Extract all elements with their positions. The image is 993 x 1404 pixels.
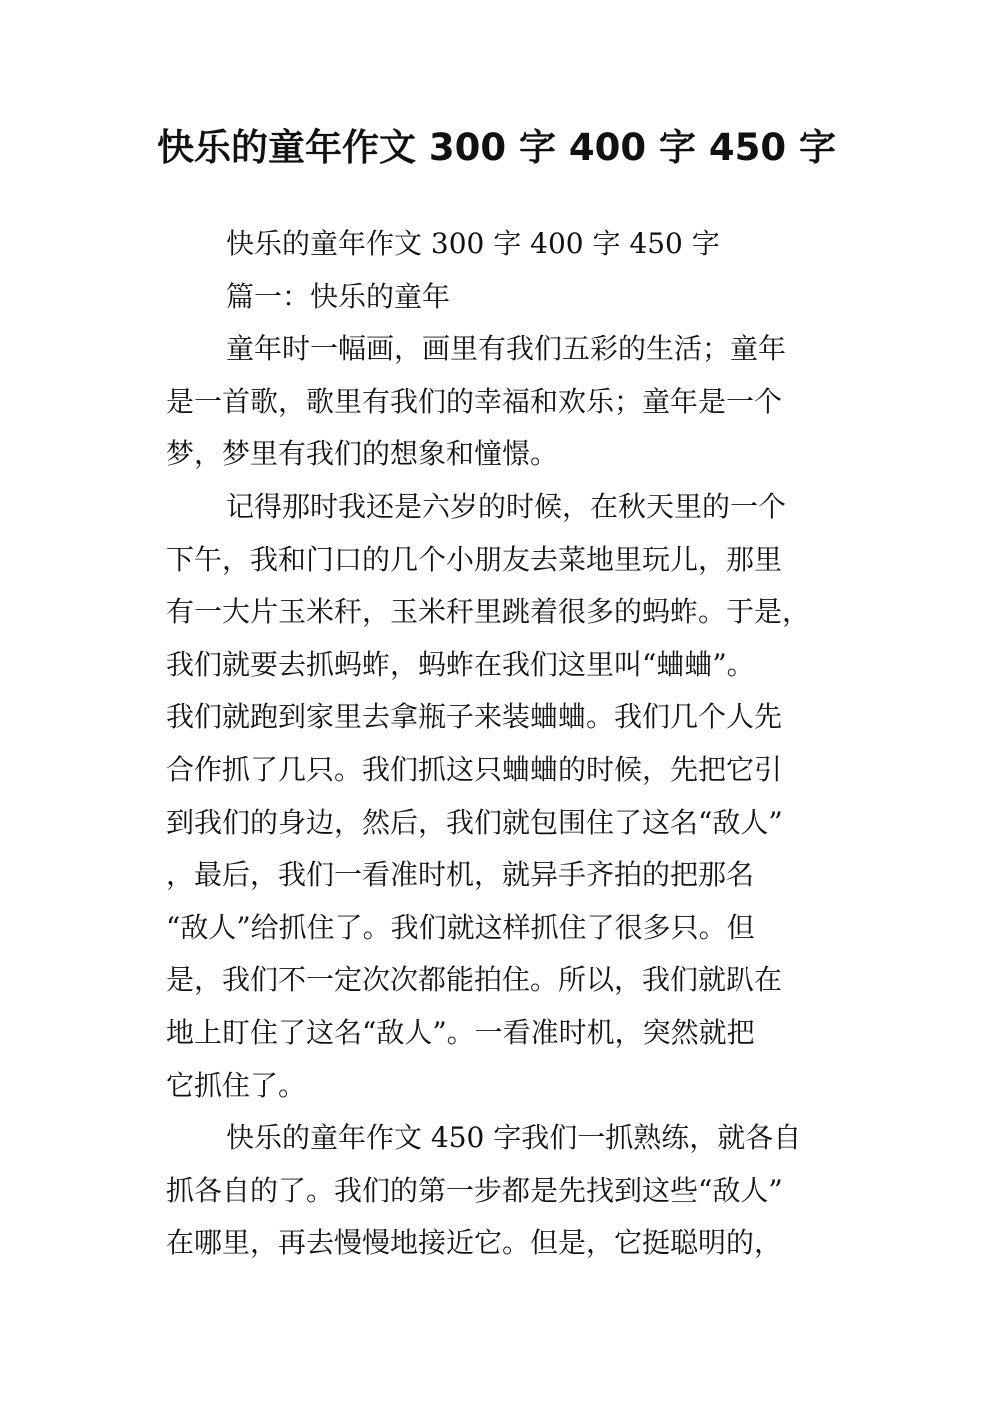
text-line: ，最后，我们一看准时机，就异手齐拍的把那名 (166, 858, 755, 892)
text-line: “敌人”给抓住了。我们就这样抓住了很多只。但 (166, 910, 755, 944)
text-line: 有一大片玉米秆，玉米秆里跳着很多的蚂蚱。于是， (166, 595, 811, 629)
text-line: 童年时一幅画，画里有我们五彩的生活；童年 (226, 332, 787, 366)
text-line: 是一首歌，歌里有我们的幸福和欢乐；童年是一个 (166, 384, 783, 418)
document-title: 快乐的童年作文 300 字 400 字 450 字 (157, 126, 836, 169)
text-line: 在哪里，再去慢慢地接近它。但是，它挺聪明的， (166, 1226, 783, 1260)
text-line: 我们就要去抓蚂蚱，蚂蚱在我们这里叫“蛐蛐”。 (166, 647, 755, 681)
text-line: 记得那时我还是六岁的时候，在秋天里的一个 (226, 489, 787, 523)
text-line: 快乐的童年作文 450 字我们一抓熟练，就各自 (226, 1121, 802, 1155)
text-line: 我们就跑到家里去拿瓶子来装蛐蛐。我们几个人先 (166, 700, 783, 734)
text-line: 梦，梦里有我们的想象和憧憬。 (166, 437, 559, 471)
text-line: 地上盯住了这名“敌人”。一看准时机，突然就把 (166, 1015, 755, 1049)
text-line: 快乐的童年作文 300 字 400 字 450 字 (226, 227, 720, 260)
text-line: 抓各自的了。我们的第一步都是先找到这些“敌人” (166, 1173, 783, 1207)
text-line: 它抓住了。 (166, 1068, 307, 1102)
text-line: 篇一：快乐的童年 (226, 279, 451, 313)
text-line: 合作抓了几只。我们抓这只蛐蛐的时候，先把它引 (166, 752, 783, 786)
text-line: 是，我们不一定次次都能拍住。所以，我们就趴在 (166, 963, 783, 997)
text-line: 到我们的身边，然后，我们就包围住了这名“敌人” (166, 805, 783, 839)
document-body (166, 218, 836, 1270)
text-line: 下午，我和门口的几个小朋友去菜地里玩儿，那里 (166, 542, 783, 576)
